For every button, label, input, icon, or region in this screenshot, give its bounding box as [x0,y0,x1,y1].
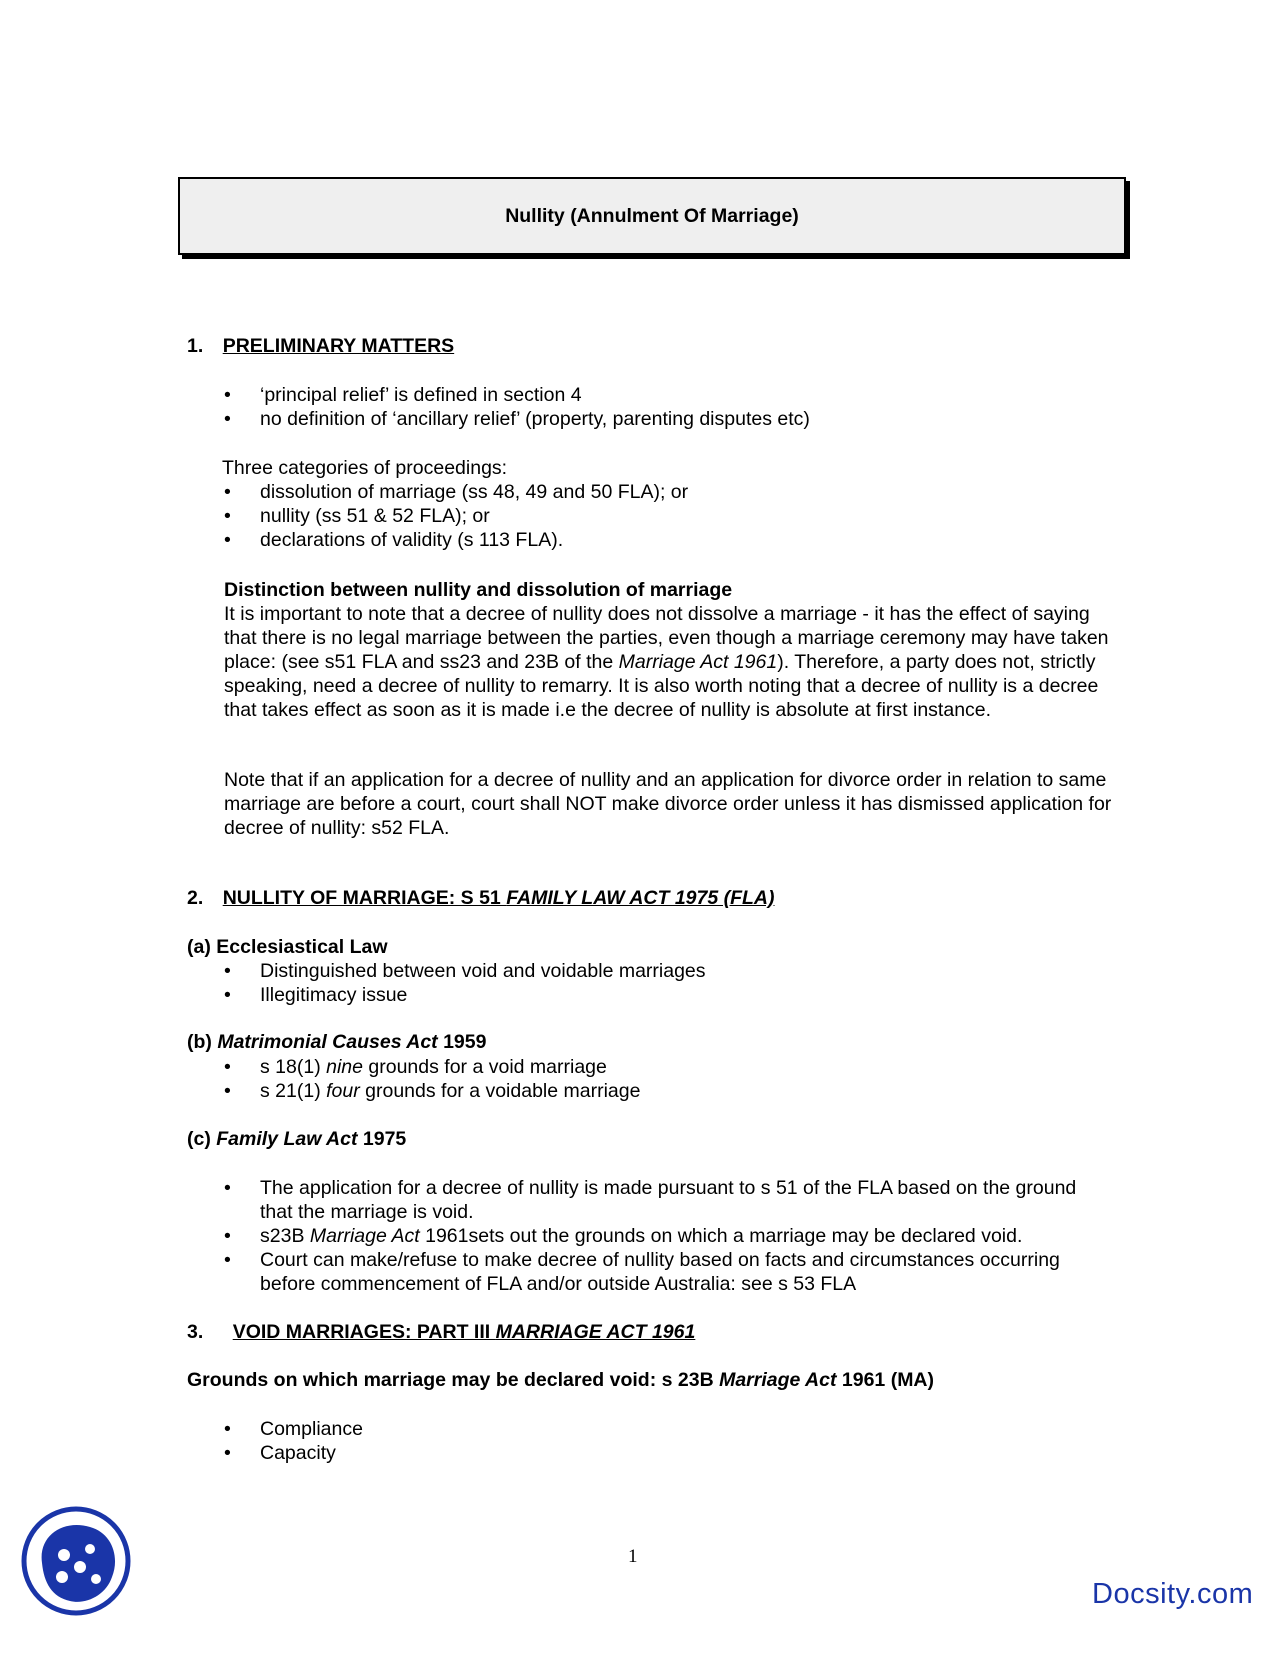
section-1-heading [187,334,454,358]
preliminary-bullets [224,383,810,431]
categories-intro: Three categories of proceedings: [222,457,508,479]
subsection-a-bullets [224,959,706,1007]
subsection-a-heading: (a) Ecclesiastical Law [187,936,388,958]
section-1-title: PRELIMINARY MATTERS [222,335,455,357]
list-item: • ‘principal relief’ is defined in section 4 [224,384,582,406]
list-item: • s23B Marriage Act 1961sets out the grounds on which a marriage may be declared void. [224,1225,1023,1247]
section-3-heading [187,1320,695,1344]
categories-list [224,480,688,552]
list-item: • no definition of ‘ancillary relief’ (property, parenting disputes etc) [224,408,810,430]
section-3-title: VOID MARRIAGES: PART III MARRIAGE ACT 1961 [232,1321,696,1343]
section-2-heading [187,886,775,910]
section-2-title: NULLITY OF MARRIAGE: S 51 FAMILY LAW ACT 1975 (FLA) [222,887,775,909]
grounds-heading: Grounds on which marriage may be declared void: s 23B Marriage Act 1961 (MA) [187,1369,935,1391]
section-1-number: 1. [187,335,204,357]
list-item: • s 18(1) nine grounds for a void marriage [224,1056,607,1078]
list-item: • nullity (ss 51 & 52 FLA); or [224,505,490,527]
list-item: • Compliance [224,1418,363,1440]
list-item: • Illegitimacy issue [224,984,408,1006]
list-item: • Distinguished between void and voidable marriages [224,960,706,982]
list-item: • The application for a decree of nullity is made pursuant to s 51 of the FLA based on the ground that the marriage is void. [224,1177,1077,1223]
list-item: • dissolution of marriage (ss 48, 49 and 50 FLA); or [224,481,689,503]
section-2-number: 2. [187,887,204,909]
grounds-bullets [224,1417,363,1465]
docsity-brand-link[interactable]: Docsity.com [1092,1578,1254,1610]
page-number: 1 [628,1546,638,1567]
list-item: • Capacity [224,1442,336,1464]
section-3-number: 3. [187,1321,204,1343]
subsection-c-bullets [224,1176,1104,1296]
note-paragraph: Note that if an application for a decree of nullity and an application for divorce order in relation to same marriage are before a court, court shall NOT make divorce order unless it has dismissed application for decree of nullity: s52 FLA. [224,769,1112,839]
docsity-logo-icon [20,1505,132,1617]
subsection-b-bullets [224,1055,640,1103]
subsection-b-heading: (b) Matrimonial Causes Act 1959 [187,1031,487,1053]
document-title: Nullity (Annulment Of Marriage) [505,205,799,227]
title-box [178,177,1126,255]
distinction-heading: Distinction between nullity and dissolution of marriage [224,579,733,601]
list-item: • s 21(1) four grounds for a voidable marriage [224,1080,641,1102]
subsection-c-heading: (c) Family Law Act 1975 [187,1128,407,1150]
list-item: • Court can make/refuse to make decree of nullity based on facts and circumstances occurring before commencement of FLA and/or outside Australia: see s 53 FLA [224,1249,1060,1295]
list-item: • declarations of validity (s 113 FLA). [224,529,564,551]
distinction-paragraph: It is important to note that a decree of nullity does not dissolve a marriage - it has the effect of saying that there is no legal marriage between the parties, even though a marriage ceremony may have taken place: (see s51 FLA and ss23 and 23B of the Marriage Act 1961). Therefore, a party does not, strictly speaking, need a decree of nullity to remarry. It is also worth noting that a decree of nullity is a decree that takes effect as soon as it is made i.e the decree of nullity is absolute at first instance. [224,603,1109,721]
